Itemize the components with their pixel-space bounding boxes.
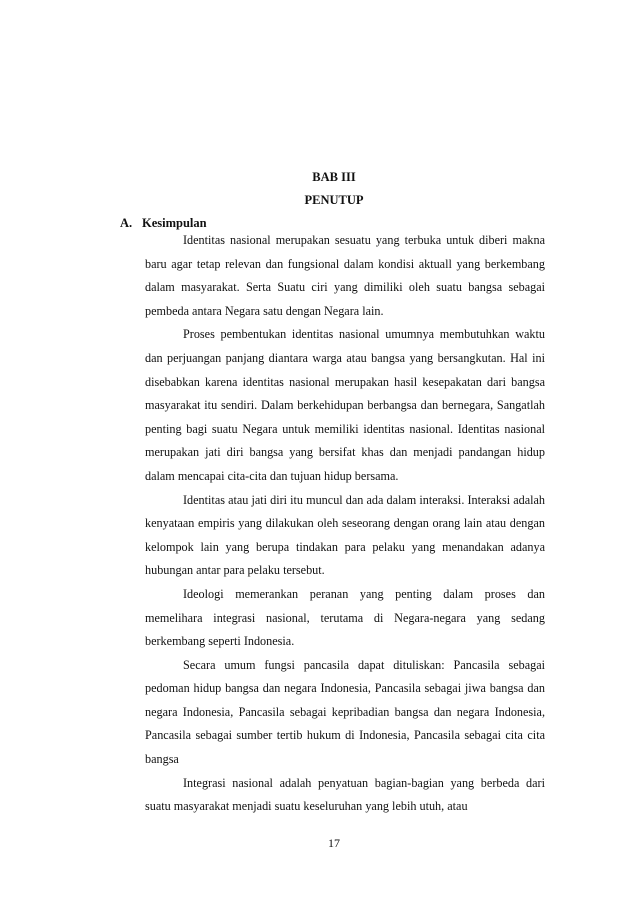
section-title: Kesimpulan [142, 216, 207, 230]
paragraph: Ideologi memerankan peranan yang penting dalam proses dan memelihara integrasi nasional, terutama di Negara-negara yang sedang berkembang seperti Indonesia. [145, 586, 545, 649]
paragraph: Secara umum fungsi pancasila dapat dituliskan: Pancasila sebagai pedoman hidup bangsa dan negara Indonesia, Pancasila sebagai jiwa bangsa dan negara Indonesia, Pancasila sebagai kepribadian bangsa dan negara Indonesia, Pancasila sebagai sumber tertib hukum di Indonesia, Pancasila sebagai cita cita bangsa [145, 657, 545, 767]
page-number: 17 [328, 836, 340, 850]
section-number: A. [120, 216, 133, 230]
paragraph: Integrasi nasional adalah penyatuan bagian-bagian yang berbeda dari suatu masyarakat menjadi suatu keseluruhan yang lebih utuh, atau [145, 775, 545, 814]
chapter-title: PENUTUP [304, 193, 364, 207]
paragraph: Identitas atau jati diri itu muncul dan ada dalam interaksi. Interaksi adalah kenyataan empiris yang dilakukan oleh seseorang dengan orang lain atau dengan kelompok lain yang berupa tindakan para pelaku yang menandakan adanya hubungan antar para pelaku tersebut. [145, 492, 545, 578]
body-text [145, 229, 545, 819]
chapter-label: BAB III [312, 170, 356, 184]
paragraph: Proses pembentukan identitas nasional umumnya membutuhkan waktu dan perjuangan panjang diantara warga atau bangsa yang bersangkutan. Hal ini disebabkan karena identitas nasional merupakan hasil kesepakatan dari bangsa masyarakat itu sendiri. Dalam berkehidupan berbangsa dan bernegara, Sangatlah penting bagi suatu Negara untuk memiliki identitas nasional. Identitas nasional merupakan jati diri bangsa yang bersifat khas dan menjadi pandangan hidup dalam mencapai cita-cita dan tujuan hidup bersama. [145, 327, 545, 483]
paragraph: Identitas nasional merupakan sesuatu yang terbuka untuk diberi makna baru agar tetap relevan dan fungsional dalam kondisi aktuall yang berkembang dalam masyarakat. Serta Suatu ciri yang dimiliki oleh suatu bangsa sebagai pembeda antara Negara satu dengan Negara lain. [145, 233, 545, 318]
